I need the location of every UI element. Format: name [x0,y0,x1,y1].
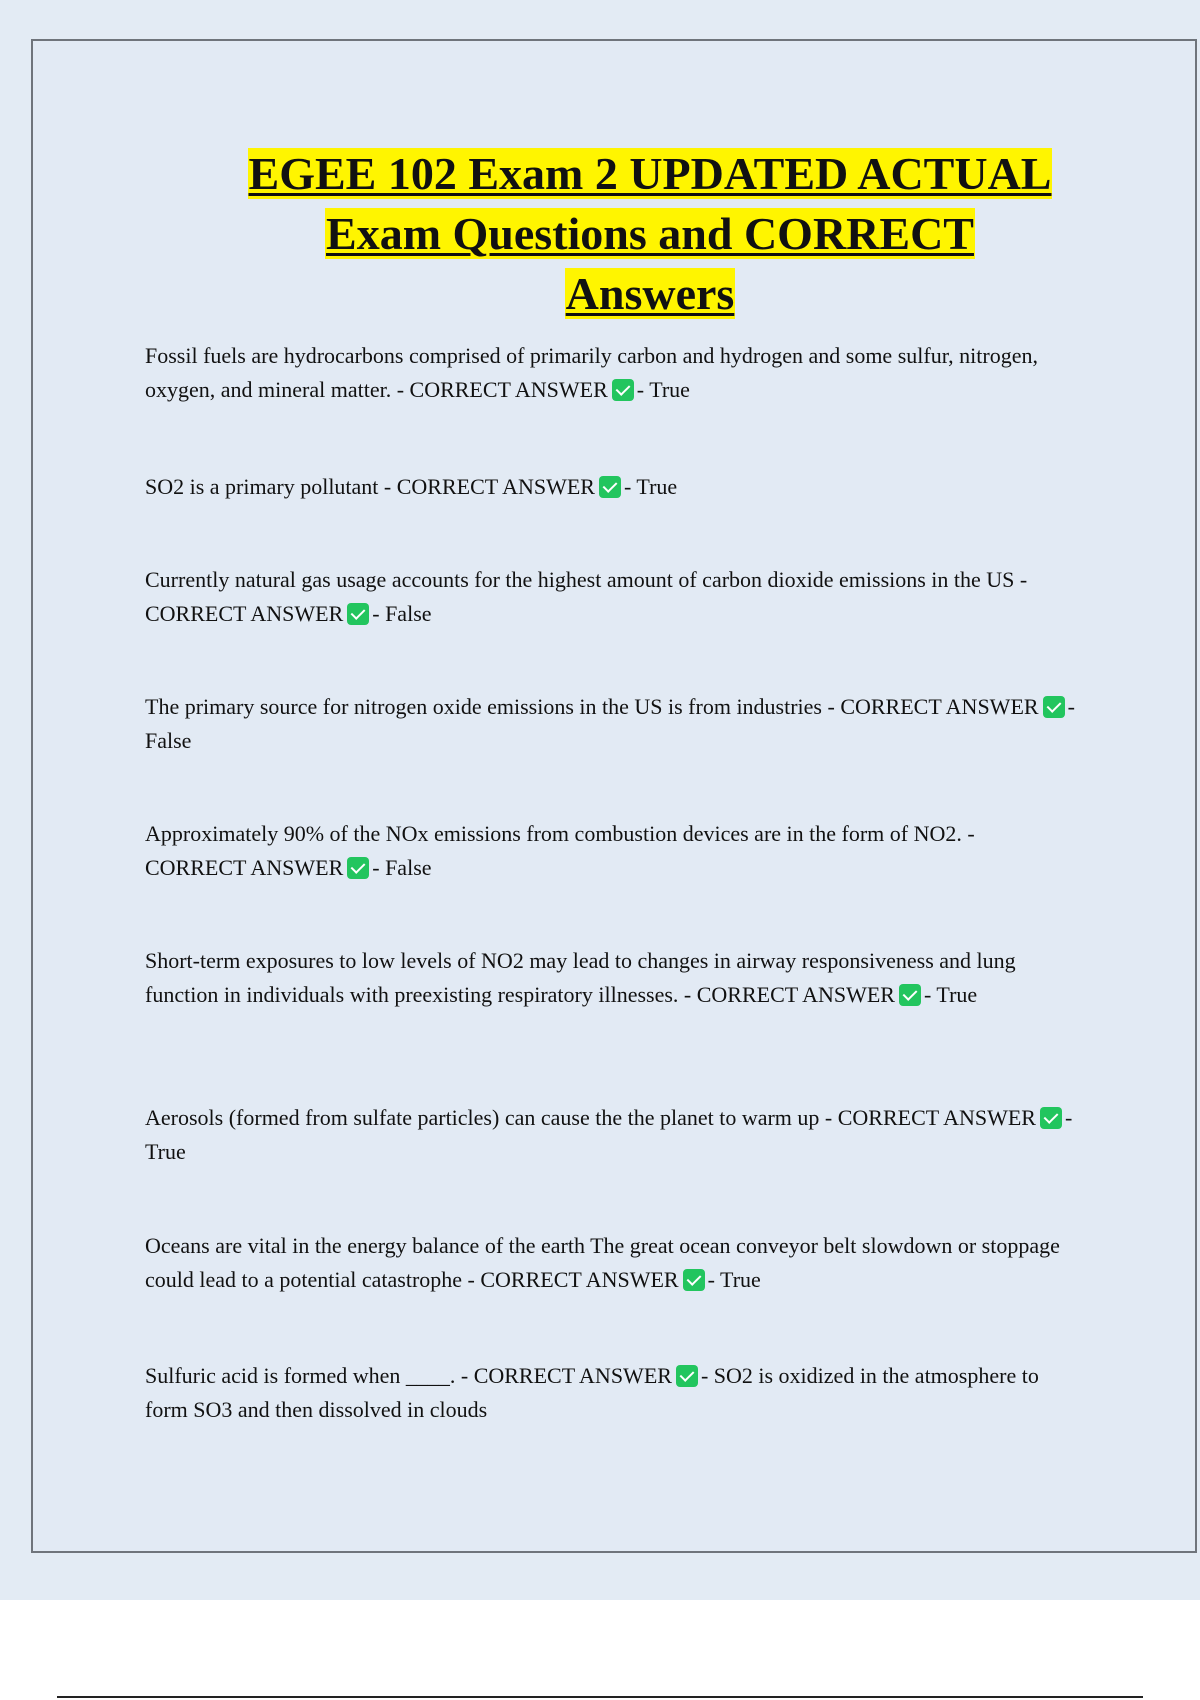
qa-item [145,817,1075,885]
green-checkmark-icon [599,476,621,498]
answer-text: - True [623,474,678,499]
qa-item [145,470,1075,504]
green-checkmark-icon [1043,696,1065,718]
qa-item [145,1101,1075,1169]
question-text: Fossil fuels are hydrocarbons comprised of primarily carbon and hydrogen and some sulfur, nitrogen, oxygen, and mineral matter. - CORRECT ANSWER [145,343,1038,402]
answer-text: - SO2 is oxidized in the atmosphere to form SO3 and then dissolved in clouds [145,1363,1039,1422]
green-checkmark-icon [347,603,369,625]
answer-text: - True [707,1267,761,1292]
qa-item [145,1229,1075,1297]
question-text: Aerosols (formed from sulfate particles) can cause the the planet to warm up - CORRECT ANSWER [145,1105,1036,1130]
title-line-3: Answers [565,268,735,319]
question-text: Sulfuric acid is formed when ____. - CORRECT ANSWER [145,1363,672,1388]
qa-item [145,339,1075,407]
answer-text: - False [145,694,1075,753]
green-checkmark-icon [612,379,634,401]
answer-text: - True [145,1105,1073,1164]
qa-item [145,690,1075,758]
green-checkmark-icon [1040,1107,1062,1129]
green-checkmark-icon [347,857,369,879]
green-checkmark-icon [676,1365,698,1387]
title-line-2: Exam Questions and CORRECT [326,208,974,259]
answer-text: - True [923,982,978,1007]
question-text: Short-term exposures to low levels of NO2 may lead to changes in airway responsiveness and lung function in individuals with preexisting respiratory illnesses. - CORRECT ANSWER [145,948,1016,1007]
question-text: SO2 is a primary pollutant - CORRECT ANSWER [145,474,595,499]
qa-item [145,1359,1075,1427]
answer-text: - False [372,855,432,880]
question-text: Oceans are vital in the energy balance of the earth The great ocean conveyor belt slowdown or stoppage could lead to a potential catastrophe - CORRECT ANSWER [145,1233,1060,1292]
green-checkmark-icon [899,984,921,1006]
footer-divider [57,1696,1143,1698]
answer-text: - False [372,601,432,626]
qa-item [145,563,1075,631]
green-checkmark-icon [683,1269,705,1291]
question-text: Approximately 90% of the NOx emissions from combustion devices are in the form of NO2. - CORRECT ANSWER [145,821,975,880]
question-text: Currently natural gas usage accounts for the highest amount of carbon dioxide emissions in the US - CORRECT ANSWER [145,567,1028,626]
question-text: The primary source for nitrogen oxide emissions in the US is from industries - CORRECT ANSWER [145,694,1039,719]
qa-item [145,944,1075,1012]
document-title [100,144,1200,324]
title-line-1: EGEE 102 Exam 2 UPDATED ACTUAL [248,148,1052,199]
answer-text: - True [636,377,690,402]
